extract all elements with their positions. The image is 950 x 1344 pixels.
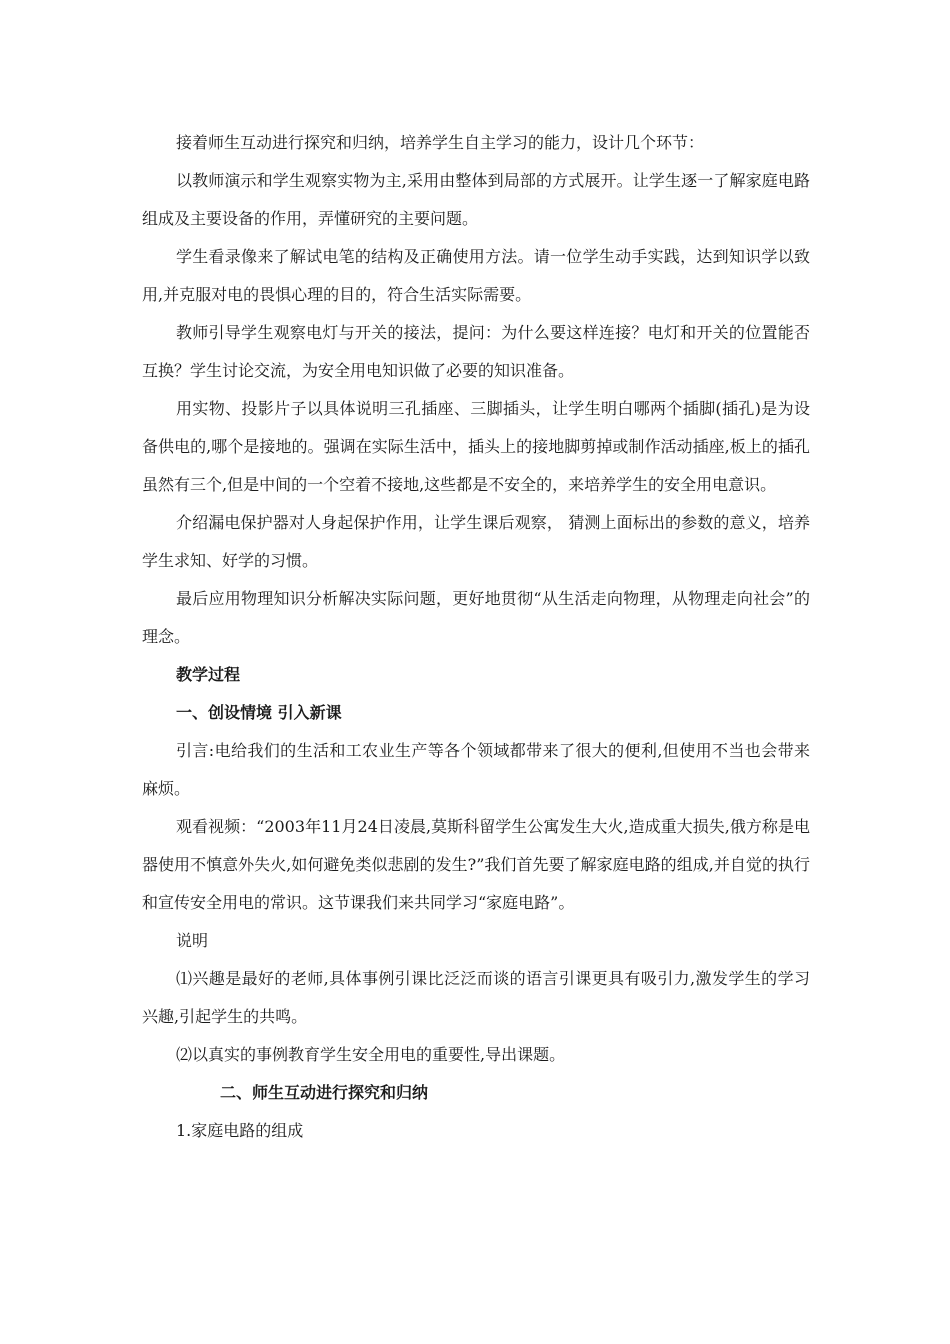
paragraph-note-one: ⑴兴趣是最好的老师,具体事例引课比泛泛而谈的语言引课更具有吸引力,激发学生的学习兴趣,引起学生的共鸣。 — [142, 969, 810, 1026]
heading-teaching-process: 教学过程 — [176, 665, 241, 684]
paragraph-design-steps: 接着师生互动进行探究和归纳，培养学生自主学习的能力，设计几个环节： — [176, 133, 705, 152]
document-body — [142, 124, 810, 1150]
paragraph-lamp-switch: 教师引导学生观察电灯与开关的接法，提问：为什么要这样连接？电灯和开关的位置能否互换？学生讨论交流，为安全用电知识做了必要的知识准备。 — [142, 323, 810, 380]
paragraph-apply-knowledge: 最后应用物理知识分析解决实际问题，更好地贯彻“从生活走向物理，从物理走向社会”的理念。 — [142, 589, 810, 646]
label-explanation: 说明 — [176, 931, 209, 950]
paragraph-three-hole-socket: 用实物、投影片子以具体说明三孔插座、三脚插头，让学生明白哪两个插脚(插孔)是为设备供电的,哪个是接地的。强调在实际生活中，插头上的接地脚剪掉或制作活动插座,板上的插孔虽然有三个,但是中间的一个空着不接地,这些都是不安全的，来培养学生的安全用电意识。 — [142, 399, 810, 494]
paragraph-note-two: ⑵以真实的事例教育学生安全用电的重要性,导出课题。 — [176, 1045, 566, 1064]
paragraph-leakage-protector: 介绍漏电保护器对人身起保护作用，让学生课后观察， 猜测上面标出的参数的意义，培养学生求知、好学的习惯。 — [142, 513, 810, 570]
heading-section-one: 一、创设情境 引入新课 — [176, 703, 342, 722]
heading-section-two: 二、师生互动进行探究和归纳 — [220, 1083, 429, 1102]
subheading-circuit-composition: 1.家庭电路的组成 — [176, 1121, 304, 1140]
paragraph-demonstration: 以教师演示和学生观察实物为主,采用由整体到局部的方式展开。让学生逐一了解家庭电路组成及主要设备的作用，弄懂研究的主要问题。 — [142, 171, 810, 228]
paragraph-test-pen: 学生看录像来了解试电笔的结构及正确使用方法。请一位学生动手实践，达到知识学以致用,并克服对电的畏惧心理的目的，符合生活实际需要。 — [142, 247, 810, 304]
paragraph-introduction: 引言:电给我们的生活和工农业生产等各个领域都带来了很大的便利,但使用不当也会带来麻烦。 — [142, 741, 810, 798]
paragraph-video: 观看视频：“2003年11月24日凌晨,莫斯科留学生公寓发生大火,造成重大损失,俄方称是电器使用不慎意外失火,如何避免类似悲剧的发生?”我们首先要了解家庭电路的组成,并自觉的执行和宣传安全用电的常识。这节课我们来共同学习“家庭电路”。 — [142, 817, 810, 912]
